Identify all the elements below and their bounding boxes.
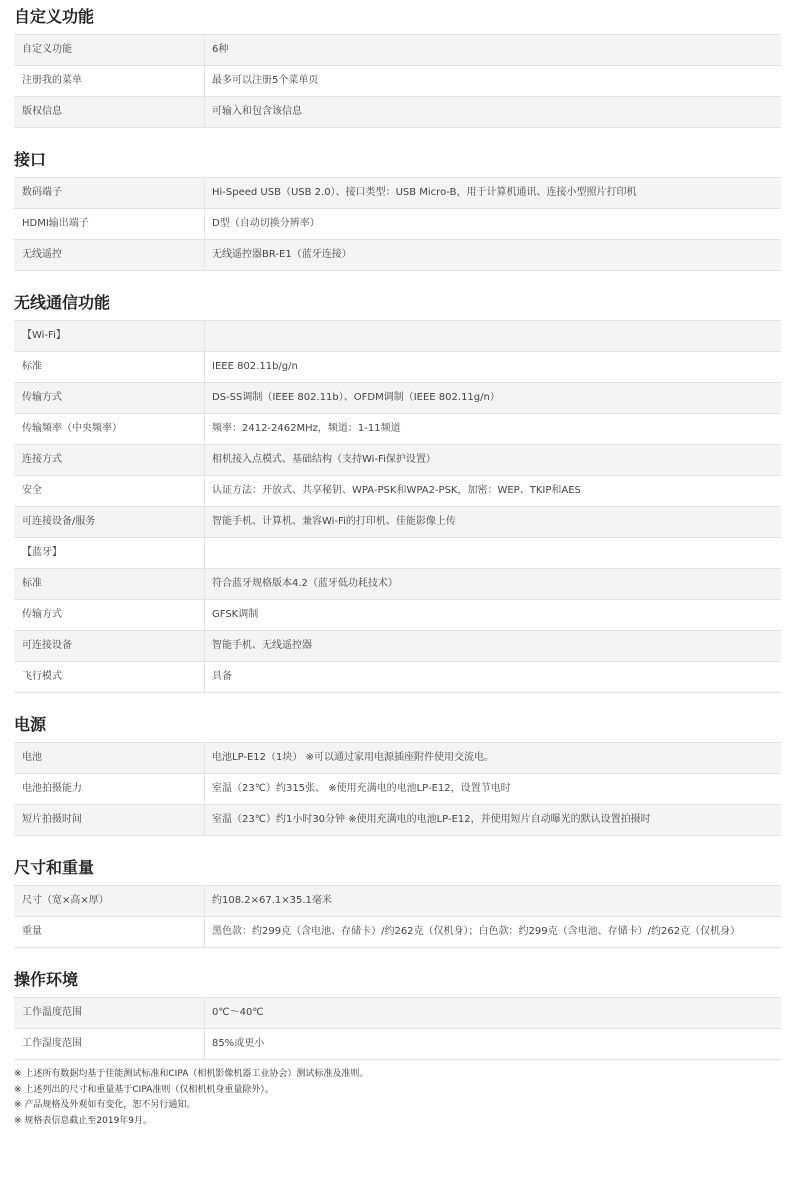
spec-value: 智能手机、计算机、兼容Wi-Fi的打印机、佳能影像上传	[205, 507, 782, 538]
spec-row	[14, 414, 781, 445]
spec-row	[14, 445, 781, 476]
footnote: ※ 上述列出的尺寸和重量基于CIPA准则（仅相机机身重量除外）。	[14, 1084, 274, 1095]
spec-value: DS-SS调制（IEEE 802.11b）、OFDM调制（IEEE 802.11g/n）	[205, 383, 782, 414]
spec-key: 注册我的菜单	[14, 66, 205, 97]
spec-key: 传输频率（中央频率）	[14, 414, 205, 445]
spec-value: Hi-Speed USB（USB 2.0）、接口类型：USB Micro-B，用于计算机通讯、连接小型照片打印机	[205, 178, 782, 209]
spec-key: 电池拍摄能力	[14, 774, 205, 805]
section-operating-environment	[0, 967, 790, 1060]
spec-value: 电池LP-E12（1块） ※可以通过家用电源插座附件使用交流电。	[205, 743, 782, 774]
spec-table	[14, 34, 781, 128]
spec-row	[14, 805, 781, 836]
section-title: 尺寸和重量	[14, 858, 95, 877]
spec-value: 约108.2×67.1×35.1毫米	[205, 886, 782, 917]
spec-row	[14, 774, 781, 805]
spec-value: 室温（23℃）约1小时30分钟 ※使用充满电的电池LP-E12，并使用短片自动曝光的默认设置拍摄时	[205, 805, 782, 836]
spec-row	[14, 178, 781, 209]
section-power	[0, 712, 790, 836]
spec-value: 认证方法：开放式、共享秘钥、WPA-PSK和WPA2-PSK，加密：WEP、TKIP和AES	[205, 476, 782, 507]
footnotes	[14, 1067, 790, 1129]
spec-row	[14, 66, 781, 97]
spec-table	[14, 997, 781, 1060]
spec-row	[14, 209, 781, 240]
spec-key: 数码端子	[14, 178, 205, 209]
spec-key: 无线遥控	[14, 240, 205, 271]
spec-key: 传输方式	[14, 600, 205, 631]
spec-key: 可连接设备	[14, 631, 205, 662]
spec-value: 6种	[205, 35, 782, 66]
spec-key: 标准	[14, 569, 205, 600]
section-title: 自定义功能	[14, 7, 95, 26]
spec-value: D型（自动切换分辨率）	[205, 209, 782, 240]
spec-key: 尺寸（宽×高×厚）	[14, 886, 205, 917]
spec-row	[14, 97, 781, 128]
spec-row	[14, 886, 781, 917]
section-custom-functions	[0, 4, 790, 128]
spec-key: 电池	[14, 743, 205, 774]
spec-row	[14, 631, 781, 662]
section-title: 电源	[14, 715, 47, 734]
spec-row	[14, 538, 781, 569]
spec-value: 黑色款：约299克（含电池、存储卡）/约262克（仅机身）；白色款：约299克（含电池、存储卡）/约262克（仅机身）	[205, 917, 782, 948]
spec-row	[14, 476, 781, 507]
spec-row	[14, 1029, 781, 1060]
spec-key: 可连接设备/服务	[14, 507, 205, 538]
spec-value: 具备	[205, 662, 782, 693]
footnote: ※ 上述所有数据均基于佳能测试标准和CIPA（相机影像机器工业协会）测试标准及准则。	[14, 1069, 369, 1079]
spec-row	[14, 35, 781, 66]
spec-value: 频率：2412-2462MHz，频道：1-11频道	[205, 414, 782, 445]
spec-row	[14, 321, 781, 352]
section-title: 接口	[14, 150, 47, 169]
spec-value	[205, 538, 782, 569]
spec-value: IEEE 802.11b/g/n	[205, 352, 782, 383]
footnote: ※ 产品规格及外观如有变化，恕不另行通知。	[14, 1100, 196, 1110]
section-wireless	[0, 290, 790, 693]
spec-value: 85%或更小	[205, 1029, 782, 1060]
spec-row	[14, 569, 781, 600]
spec-value: 可输入和包含该信息	[205, 97, 782, 128]
spec-value: 0℃～40℃	[205, 998, 782, 1029]
spec-key: 传输方式	[14, 383, 205, 414]
spec-table	[14, 885, 781, 948]
spec-row	[14, 662, 781, 693]
spec-key: 连接方式	[14, 445, 205, 476]
spec-row	[14, 998, 781, 1029]
spec-key: HDMI输出端子	[14, 209, 205, 240]
spec-subheading: 【蓝牙】	[14, 538, 205, 569]
spec-row	[14, 383, 781, 414]
spec-key: 工作温度范围	[14, 998, 205, 1029]
spec-value: 最多可以注册5个菜单页	[205, 66, 782, 97]
spec-table	[14, 320, 781, 693]
spec-value: GFSK调制	[205, 600, 782, 631]
spec-key: 自定义功能	[14, 35, 205, 66]
spec-table	[14, 177, 781, 271]
spec-key: 短片拍摄时间	[14, 805, 205, 836]
section-title: 无线通信功能	[14, 293, 111, 312]
spec-key: 标准	[14, 352, 205, 383]
spec-value: 无线遥控器BR-E1（蓝牙连接）	[205, 240, 782, 271]
spec-value: 相机接入点模式、基础结构（支持Wi-Fi保护设置）	[205, 445, 782, 476]
spec-subheading: 【Wi-Fi】	[14, 321, 205, 352]
spec-key: 安全	[14, 476, 205, 507]
spec-row	[14, 507, 781, 538]
section-interface	[0, 147, 790, 271]
footnote: ※ 规格表信息截止至2019年9月。	[14, 1115, 153, 1126]
spec-row	[14, 352, 781, 383]
spec-value: 室温（23℃）约315张、 ※使用充满电的电池LP-E12，设置节电时	[205, 774, 782, 805]
spec-key: 重量	[14, 917, 205, 948]
spec-value: 智能手机、无线遥控器	[205, 631, 782, 662]
spec-row	[14, 600, 781, 631]
spec-key: 飞行模式	[14, 662, 205, 693]
spec-key: 工作湿度范围	[14, 1029, 205, 1060]
spec-key: 版权信息	[14, 97, 205, 128]
spec-row	[14, 917, 781, 948]
section-title: 操作环境	[14, 970, 79, 989]
spec-table	[14, 742, 781, 836]
spec-value: 符合蓝牙规格版本4.2（蓝牙低功耗技术）	[205, 569, 782, 600]
spec-value	[205, 321, 782, 352]
section-size-weight	[0, 855, 790, 948]
spec-row	[14, 240, 781, 271]
spec-row	[14, 743, 781, 774]
